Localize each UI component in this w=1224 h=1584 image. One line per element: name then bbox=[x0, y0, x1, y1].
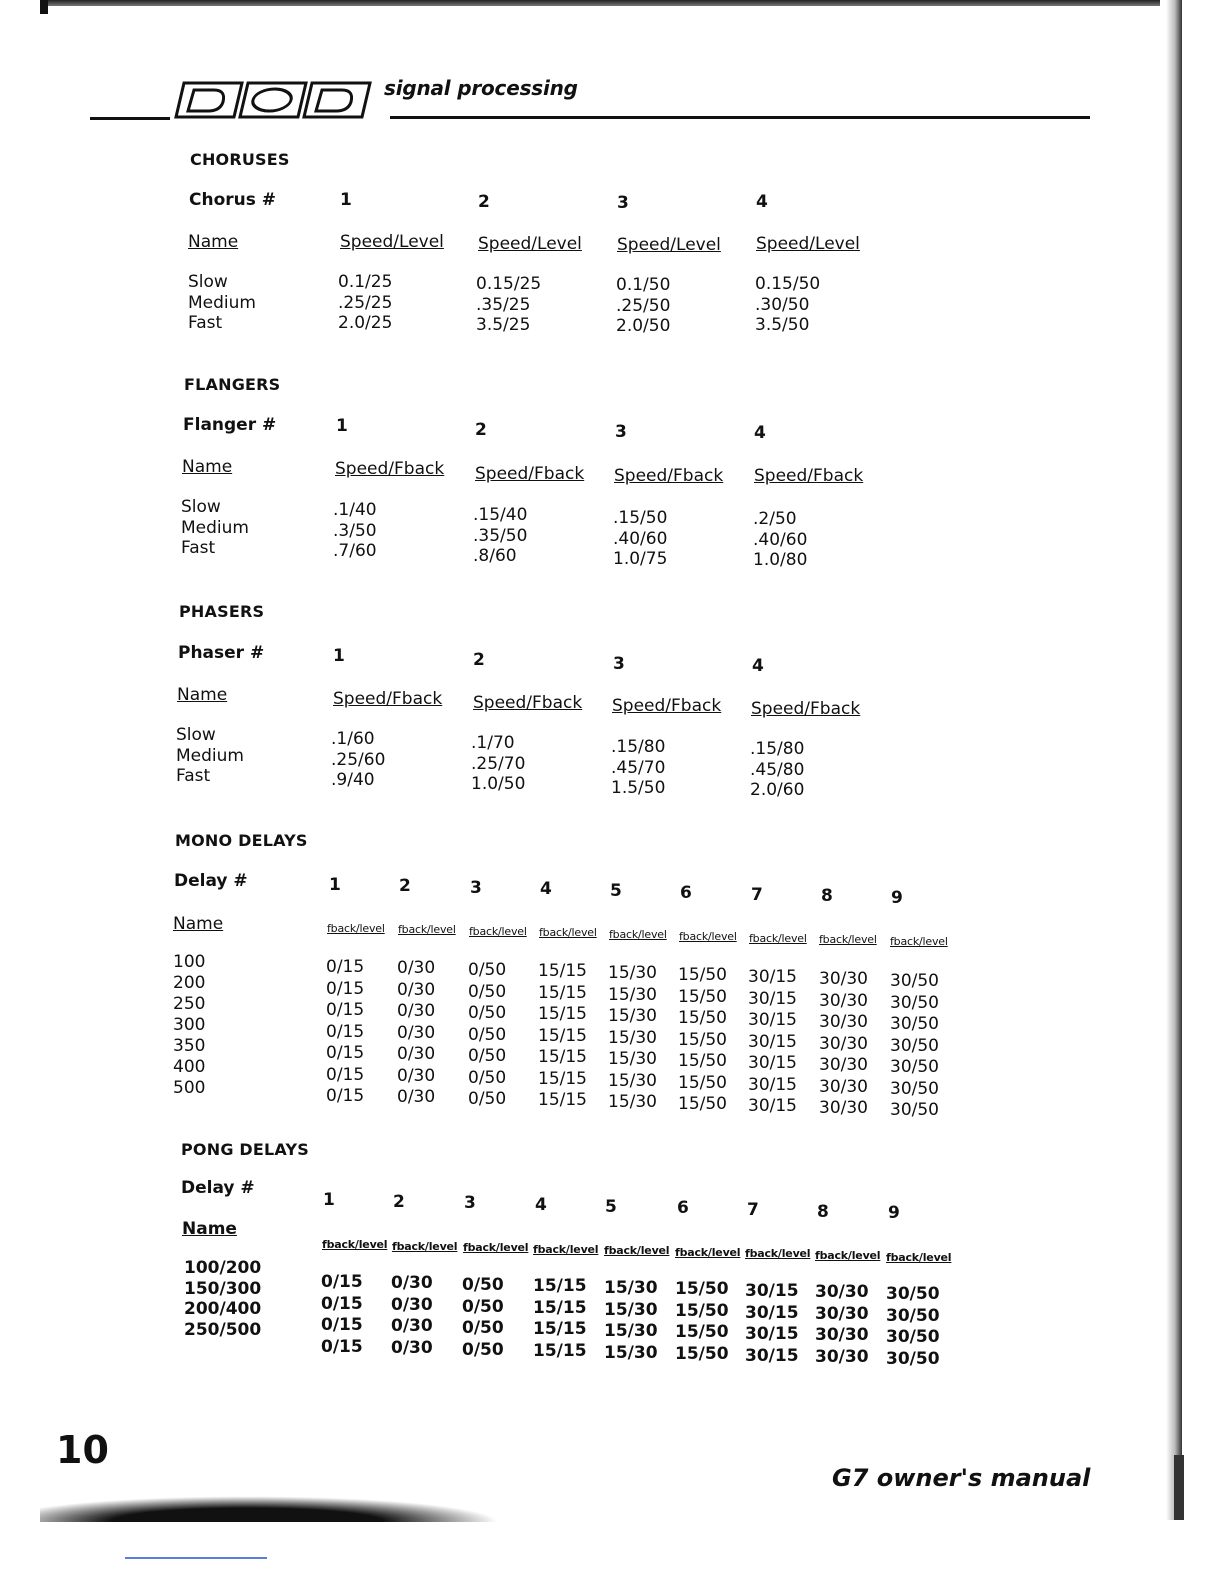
pong-delay-param-label: fback/level bbox=[886, 1251, 952, 1264]
mono-delay-param-label: fback/level bbox=[398, 923, 456, 936]
pong-delays-title: PONG DELAYS bbox=[181, 1140, 309, 1159]
mono-delay-row-names: 100 200 250 300 350 400 500 bbox=[173, 952, 206, 1098]
chorus-param-label: Speed/Level bbox=[340, 232, 444, 252]
pong-delay-number-label: Delay # bbox=[181, 1178, 255, 1198]
pong-delay-param-label: fback/level bbox=[392, 1240, 458, 1253]
chorus-values-4: 0.15/50 .30/50 3.5/50 bbox=[755, 274, 821, 335]
mono-delay-values-1: 0/15 0/15 0/15 0/15 0/15 0/15 0/15 bbox=[326, 957, 365, 1106]
flanger-number: 4 bbox=[754, 423, 766, 443]
phaser-number: 3 bbox=[613, 654, 625, 674]
chorus-param-label: Speed/Level bbox=[617, 235, 721, 255]
scan-edge-corner bbox=[40, 0, 48, 14]
header-rule-right bbox=[390, 116, 1090, 119]
phaser-row-names: Slow Medium Fast bbox=[176, 725, 244, 786]
page-number: 10 bbox=[56, 1428, 109, 1472]
chorus-param-label: Speed/Level bbox=[478, 234, 582, 254]
phaser-number: 2 bbox=[473, 650, 485, 670]
scan-edge-bottom-right bbox=[1174, 1455, 1184, 1520]
scan-edge-top bbox=[40, 0, 1160, 6]
flanger-values-3: .15/50 .40/60 1.0/75 bbox=[613, 508, 668, 569]
mono-delay-values-9: 30/50 30/50 30/50 30/50 30/50 30/50 30/50 bbox=[890, 971, 939, 1120]
dod-logo-icon bbox=[172, 80, 382, 120]
phasers-title: PHASERS bbox=[179, 602, 265, 621]
pong-delay-param-label: fback/level bbox=[675, 1246, 741, 1259]
pong-delay-number: 9 bbox=[888, 1203, 900, 1223]
pong-delay-values-6: 15/50 15/50 15/50 15/50 bbox=[675, 1279, 729, 1364]
mono-delay-number: 4 bbox=[540, 879, 552, 899]
mono-delay-values-7: 30/15 30/15 30/15 30/15 30/15 30/15 30/15 bbox=[748, 967, 797, 1116]
flangers-title: FLANGERS bbox=[184, 375, 281, 394]
flanger-param-label: Speed/Fback bbox=[614, 466, 724, 486]
phaser-values-4: .15/80 .45/80 2.0/60 bbox=[750, 739, 805, 800]
mono-delay-param-label: fback/level bbox=[609, 928, 667, 941]
chorus-number-label: Chorus # bbox=[189, 190, 277, 210]
mono-delay-number: 2 bbox=[399, 876, 411, 896]
pong-delay-values-3: 0/50 0/50 0/50 0/50 bbox=[462, 1275, 504, 1360]
mono-delay-param-label: fback/level bbox=[890, 935, 948, 948]
mono-delay-values-2: 0/30 0/30 0/30 0/30 0/30 0/30 0/30 bbox=[397, 958, 436, 1107]
phaser-param-label: Speed/Fback bbox=[751, 699, 861, 719]
mono-delay-values-6: 15/50 15/50 15/50 15/50 15/50 15/50 15/50 bbox=[678, 965, 727, 1114]
phaser-name-label: Name bbox=[177, 685, 228, 705]
scan-edge-bottom bbox=[40, 1496, 500, 1522]
pong-delay-values-4: 15/15 15/15 15/15 15/15 bbox=[533, 1276, 587, 1361]
pong-delay-param-label: fback/level bbox=[604, 1244, 670, 1257]
mono-delay-values-5: 15/30 15/30 15/30 15/30 15/30 15/30 15/30 bbox=[608, 963, 657, 1112]
pong-delay-number: 8 bbox=[817, 1202, 829, 1222]
pong-delay-row-names: 100/200 150/300 200/400 250/500 bbox=[184, 1258, 262, 1340]
chorus-values-1: 0.1/25 .25/25 2.0/25 bbox=[338, 272, 393, 333]
flanger-param-label: Speed/Fback bbox=[335, 459, 445, 479]
mono-delay-number: 6 bbox=[680, 883, 692, 903]
mono-delay-param-label: fback/level bbox=[679, 930, 737, 943]
chorus-values-2: 0.15/25 .35/25 3.5/25 bbox=[476, 274, 542, 335]
phaser-number-label: Phaser # bbox=[178, 643, 265, 663]
flanger-param-label: Speed/Fback bbox=[754, 466, 864, 486]
mono-delay-param-label: fback/level bbox=[539, 926, 597, 939]
dod-logo bbox=[172, 80, 382, 124]
phaser-values-3: .15/80 .45/70 1.5/50 bbox=[611, 737, 666, 798]
mono-delay-values-8: 30/30 30/30 30/30 30/30 30/30 30/30 30/30 bbox=[819, 969, 868, 1118]
pong-delay-number: 2 bbox=[393, 1192, 405, 1212]
pong-delay-number: 1 bbox=[323, 1190, 335, 1210]
mono-delay-param-label: fback/level bbox=[749, 932, 807, 945]
chorus-values-3: 0.1/50 .25/50 2.0/50 bbox=[616, 275, 671, 336]
pong-delay-param-label: fback/level bbox=[322, 1238, 388, 1251]
tagline: signal processing bbox=[384, 76, 578, 100]
pong-delay-values-1: 0/15 0/15 0/15 0/15 bbox=[321, 1272, 363, 1357]
mono-delay-number: 8 bbox=[821, 886, 833, 906]
mono-delay-param-label: fback/level bbox=[469, 925, 527, 938]
mono-delay-number: 9 bbox=[891, 888, 903, 908]
mono-delay-name-label: Name bbox=[173, 914, 224, 934]
flanger-number: 1 bbox=[336, 416, 348, 436]
chorus-number: 3 bbox=[617, 193, 629, 213]
pong-delay-values-5: 15/30 15/30 15/30 15/30 bbox=[604, 1278, 658, 1363]
phaser-param-label: Speed/Fback bbox=[473, 693, 583, 713]
phaser-param-label: Speed/Fback bbox=[612, 696, 722, 716]
flanger-row-names: Slow Medium Fast bbox=[181, 497, 249, 558]
header-rule-left bbox=[90, 117, 170, 120]
pong-delay-param-label: fback/level bbox=[815, 1249, 881, 1262]
chorus-number: 1 bbox=[340, 190, 352, 210]
mono-delay-number: 1 bbox=[329, 875, 341, 895]
chorus-param-label: Speed/Level bbox=[756, 234, 860, 254]
mono-delay-values-4: 15/15 15/15 15/15 15/15 15/15 15/15 15/15 bbox=[538, 961, 587, 1110]
phaser-values-2: .1/70 .25/70 1.0/50 bbox=[471, 733, 526, 794]
mono-delay-values-3: 0/50 0/50 0/50 0/50 0/50 0/50 0/50 bbox=[468, 960, 507, 1109]
flanger-values-2: .15/40 .35/50 .8/60 bbox=[473, 505, 528, 566]
pong-delay-number: 5 bbox=[605, 1197, 617, 1217]
chorus-row-names: Slow Medium Fast bbox=[188, 272, 256, 333]
pong-delay-name-label: Name bbox=[182, 1219, 237, 1239]
phaser-param-label: Speed/Fback bbox=[333, 689, 443, 709]
phaser-number: 1 bbox=[333, 646, 345, 666]
scan-mark bbox=[125, 1557, 267, 1559]
flanger-values-4: .2/50 .40/60 1.0/80 bbox=[753, 509, 808, 570]
pong-delay-number: 4 bbox=[535, 1195, 547, 1215]
mono-delay-number-label: Delay # bbox=[174, 871, 248, 891]
pong-delay-values-9: 30/50 30/50 30/50 30/50 bbox=[886, 1284, 940, 1369]
flanger-param-label: Speed/Fback bbox=[475, 464, 585, 484]
pong-delay-values-8: 30/30 30/30 30/30 30/30 bbox=[815, 1282, 869, 1367]
phaser-number: 4 bbox=[752, 656, 764, 676]
pong-delay-values-2: 0/30 0/30 0/30 0/30 bbox=[391, 1273, 433, 1358]
mono-delay-param-label: fback/level bbox=[819, 933, 877, 946]
mono-delay-number: 7 bbox=[751, 885, 763, 905]
pong-delay-number: 3 bbox=[464, 1193, 476, 1213]
choruses-title: CHORUSES bbox=[190, 150, 290, 169]
mono-delay-number: 3 bbox=[470, 878, 482, 898]
flanger-number: 3 bbox=[615, 422, 627, 442]
chorus-number: 2 bbox=[478, 192, 490, 212]
mono-delay-param-label: fback/level bbox=[327, 922, 385, 935]
pong-delay-param-label: fback/level bbox=[533, 1243, 599, 1256]
mono-delay-number: 5 bbox=[610, 881, 622, 901]
chorus-name-label: Name bbox=[188, 232, 239, 252]
pong-delay-param-label: fback/level bbox=[463, 1241, 529, 1254]
flanger-values-1: .1/40 .3/50 .7/60 bbox=[333, 500, 377, 561]
manual-title: G7 owner's manual bbox=[832, 1464, 1091, 1492]
mono-delays-title: MONO DELAYS bbox=[175, 831, 308, 850]
pong-delay-values-7: 30/15 30/15 30/15 30/15 bbox=[745, 1281, 799, 1366]
pong-delay-number: 7 bbox=[747, 1200, 759, 1220]
pong-delay-number: 6 bbox=[677, 1198, 689, 1218]
scan-edge-right bbox=[1166, 0, 1182, 1520]
flanger-number-label: Flanger # bbox=[183, 415, 277, 435]
flanger-number: 2 bbox=[475, 420, 487, 440]
phaser-values-1: .1/60 .25/60 .9/40 bbox=[331, 729, 386, 790]
flanger-name-label: Name bbox=[182, 457, 233, 477]
pong-delay-param-label: fback/level bbox=[745, 1247, 811, 1260]
chorus-number: 4 bbox=[756, 192, 768, 212]
